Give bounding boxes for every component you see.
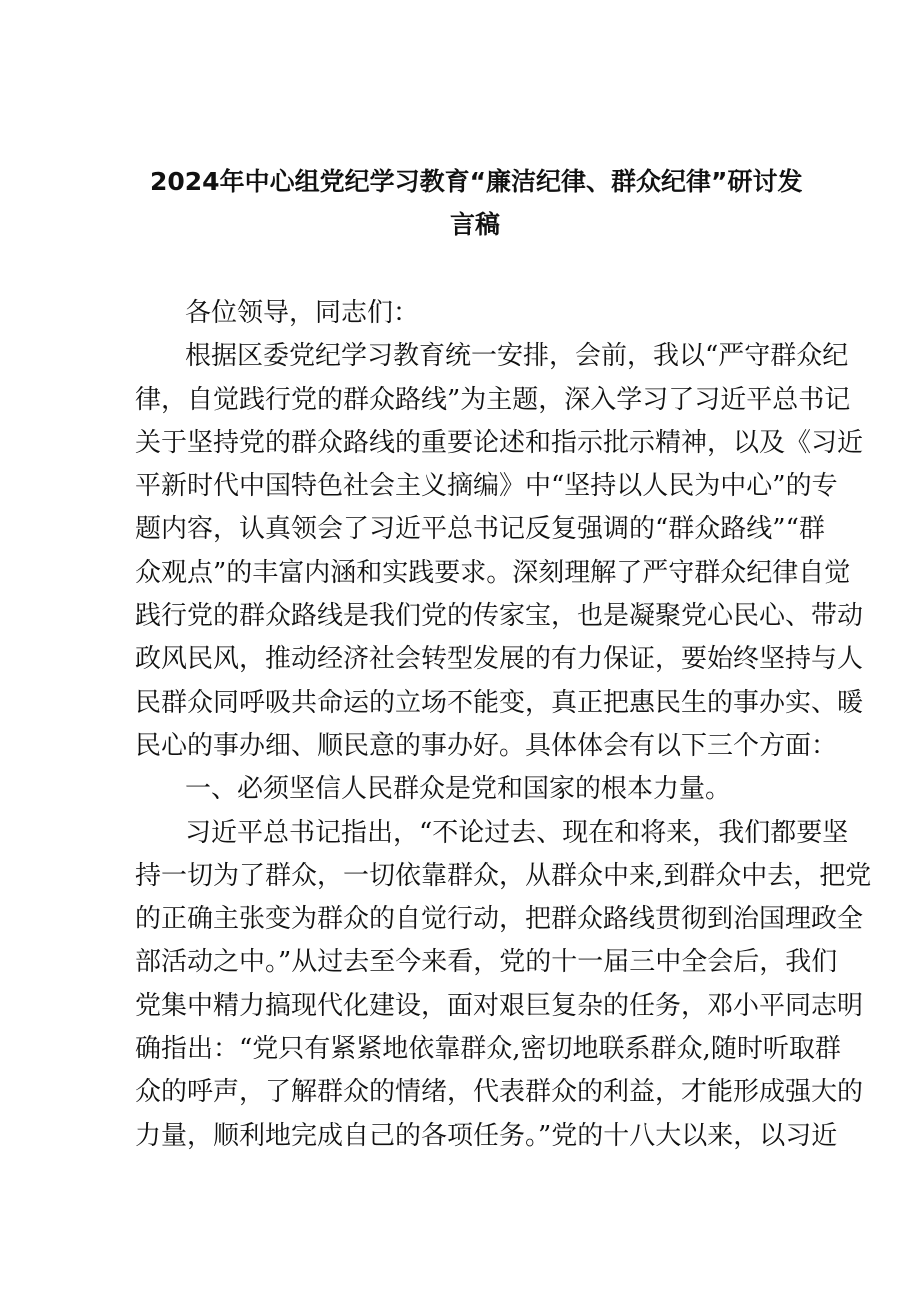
paragraph-1 — [135, 335, 864, 768]
paragraph-1-line: 题内容，认真领会了习近平总书记反复强调的“群众路线”“群 — [135, 514, 825, 545]
document-body — [135, 292, 872, 1158]
document-title — [150, 160, 803, 246]
paragraph-1-line: 践行党的群众路线是我们党的传家宝，也是凝聚党心民心、带动 — [135, 601, 864, 632]
paragraph-2-line: 确指出：“党只有紧紧地依靠群众,密切地联系群众,随时听取群 — [135, 1034, 841, 1065]
paragraph-1-line: 众观点”的丰富内涵和实践要求。深刻理解了严守群众纪律自觉 — [135, 557, 851, 588]
paragraph-2-line: 众的呼声，了解群众的情绪，代表群众的利益，才能形成强大的 — [135, 1077, 864, 1108]
salutation: 各位领导，同志们： — [185, 298, 420, 328]
paragraph-2-line: 力量，顺利地完成自己的各项任务。”党的十八大以来，以习近 — [135, 1120, 838, 1151]
paragraph-2-line: 持一切为了群众，一切依靠群众，从群众中来,到群众中去，把党 — [135, 860, 872, 891]
paragraph-2 — [135, 812, 872, 1158]
paragraph-2-line: 习近平总书记指出，“不论过去、现在和将来，我们都要坚 — [185, 817, 849, 848]
paragraph-2-line: 的正确主张变为群众的自觉行动，把群众路线贯彻到治国理政全 — [135, 904, 864, 935]
paragraph-1-line: 平新时代中国特色社会主义摘编》中“坚持以人民为中心”的专 — [135, 471, 838, 502]
paragraph-1-line: 根据区委党纪学习教育统一安排，会前，我以“严守群众纪 — [185, 341, 849, 372]
title-line-2: 言稿 — [449, 210, 500, 239]
paragraph-1-line: 民群众同呼吸共命运的立场不能变，真正把惠民生的事办实、暖 — [135, 687, 864, 718]
section-heading-1: 一、必须坚信人民群众是党和国家的根本力量。 — [185, 774, 732, 805]
title-line-1: 2024年中心组党纪学习教育“廉洁纪律、群众纪律”研讨发 — [150, 167, 803, 196]
paragraph-1-line: 民心的事办细、顺民意的事办好。具体体会有以下三个方面： — [135, 730, 838, 761]
paragraph-2-line: 党集中精力搞现代化建设，面对艰巨复杂的任务，邓小平同志明 — [135, 990, 864, 1021]
paragraph-1-line: 律，自觉践行党的群众路线”为主题，深入学习了习近平总书记 — [135, 384, 851, 415]
paragraph-1-line: 关于坚持党的群众路线的重要论述和指示批示精神，以及《习近 — [135, 427, 864, 458]
paragraph-2-line: 部活动之中。”从过去至今来看，党的十一届三中全会后，我们 — [135, 947, 838, 978]
paragraph-1-line: 政风民风，推动经济社会转型发展的有力保证，要始终坚持与人 — [135, 644, 864, 675]
